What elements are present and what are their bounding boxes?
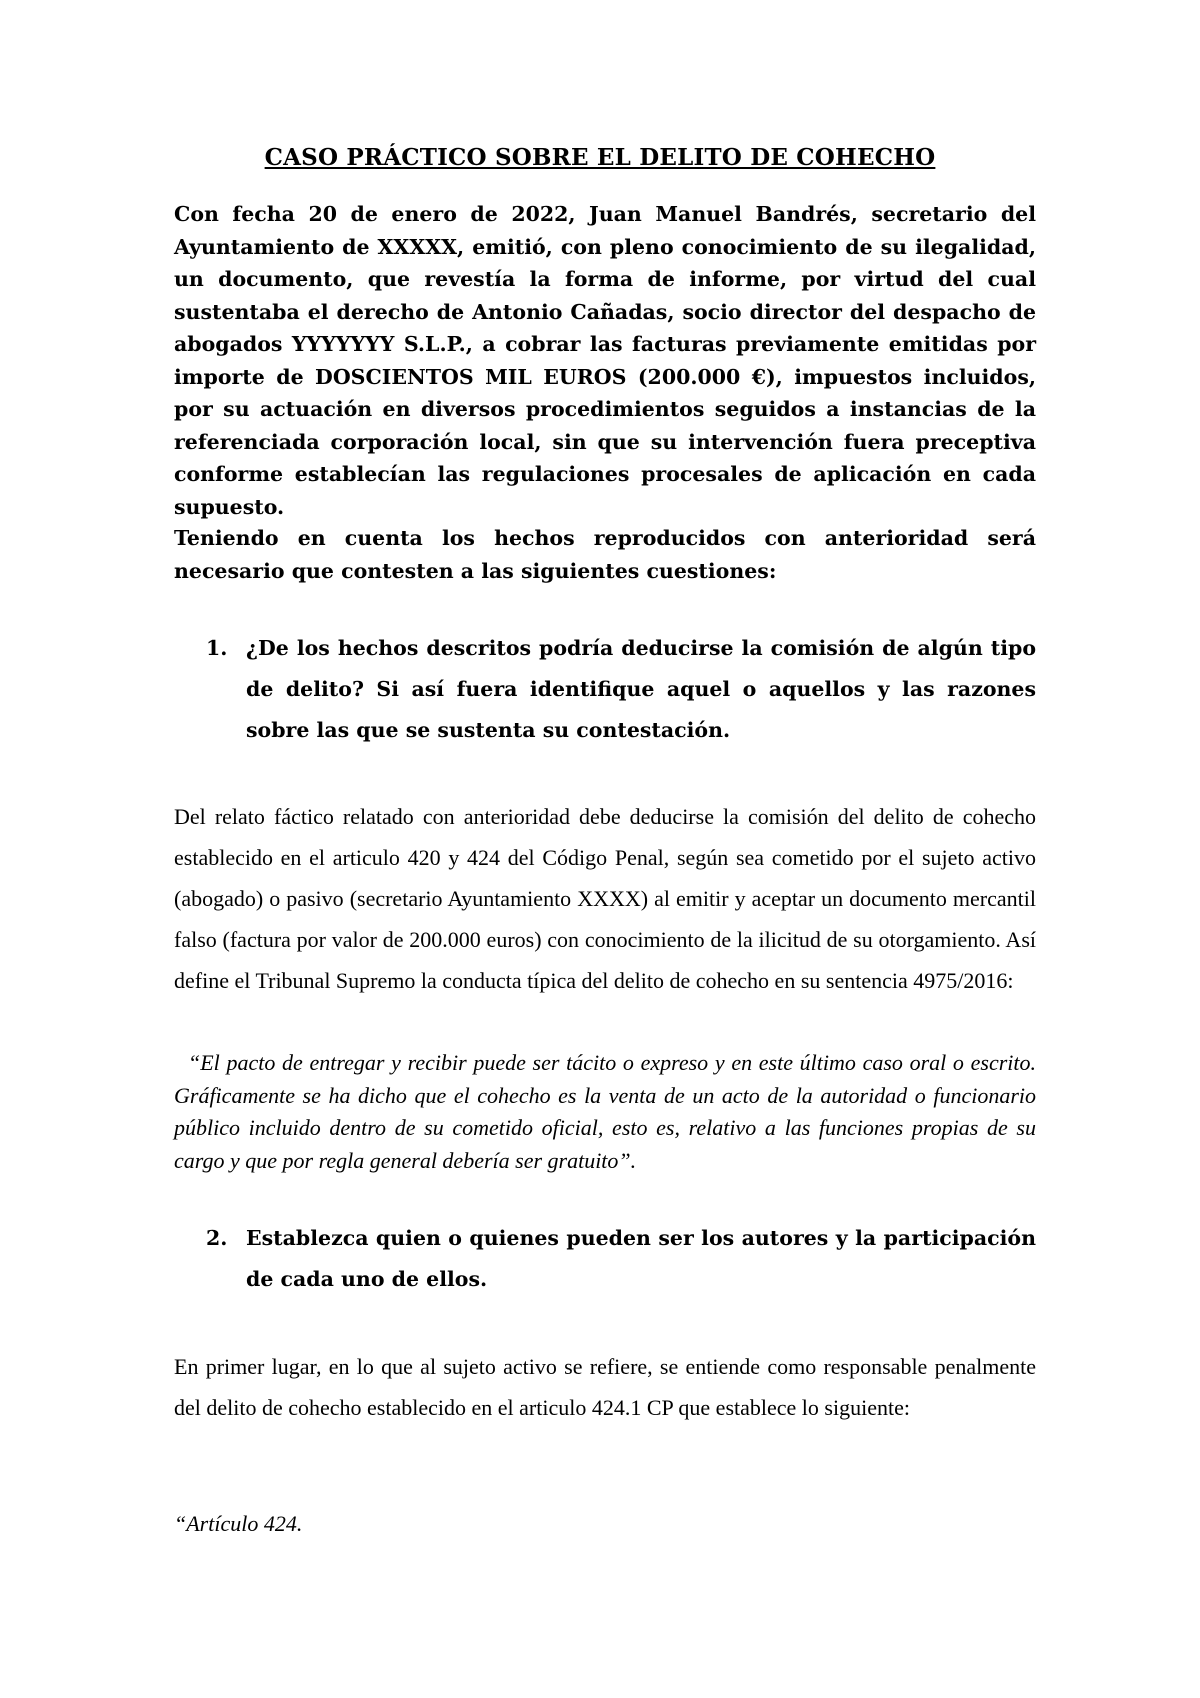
instructions-paragraph: Teniendo en cuenta los hechos reproducidos con anterioridad será necesario que contesten a las siguientes cuestiones:: [174, 526, 1036, 583]
question-1: [206, 628, 1036, 751]
document-title: CASO PRÁCTICO SOBRE EL DELITO DE COHECHO: [264, 144, 936, 171]
article-heading: “Artículo 424.: [174, 1511, 303, 1536]
question-2: [206, 1218, 1036, 1300]
question-1-number: 1.: [206, 636, 228, 660]
case-facts-paragraph: Con fecha 20 de enero de 2022, Juan Manuel Bandrés, secretario del Ayuntamiento de XXXXX, emitió, con pleno conocimiento de su ilegalidad, un documento, que revestía la forma de informe, por virtud del cual sustentaba el derecho de Antonio Cañadas, socio director del despacho de abogados YYYYYYY S.L.P., a cobrar las facturas previamente emitidas por importe de DOSCIENTOS MIL EUROS (200.000 €), impuestos incluidos, por su actuación en diversos procedimientos seguidos a instancias de la referenciada corporación local, sin que su intervención fuera preceptiva conforme establecían las regulaciones procesales de aplicación en cada supuesto.: [174, 202, 1036, 519]
answer-2-paragraph: En primer lugar, en lo que al sujeto activo se refiere, se entiende como responsable penalmente del delito de cohecho establecido en el articulo 424.1 CP que establece lo siguiente:: [174, 1354, 1036, 1420]
supreme-court-quote: “El pacto de entregar y recibir puede ser tácito o expreso y en este último caso oral o escrito. Gráficamente se ha dicho que el cohecho es la venta de un acto de la autoridad o funcionario público incluido dentro de su cometido oficial, esto es, relativo a las funciones propias de su cargo y que por regla general debería ser gratuito”.: [174, 1050, 1036, 1173]
answer-1-paragraph: Del relato fáctico relatado con anterioridad debe deducirse la comisión del delito de cohecho establecido en el articulo 420 y 424 del Código Penal, según sea cometido por el sujeto activo (abogado) o pasivo (secretario Ayuntamiento XXXX) al emitir y aceptar un documento mercantil falso (factura por valor de 200.000 euros) con conocimiento de la ilicitud de su otorgamiento. Así define el Tribunal Supremo la conducta típica del delito de cohecho en su sentencia 4975/2016:: [174, 804, 1036, 993]
question-1-text: ¿De los hechos descritos podría deducirse la comisión de algún tipo de delito? Si así fuera identifique aquel o aquellos y las razones sobre las que se sustenta su contestación.: [246, 636, 1036, 742]
question-2-number: 2.: [206, 1226, 228, 1250]
question-2-text: Establezca quien o quienes pueden ser los autores y la participación de cada uno de ellos.: [246, 1226, 1036, 1291]
